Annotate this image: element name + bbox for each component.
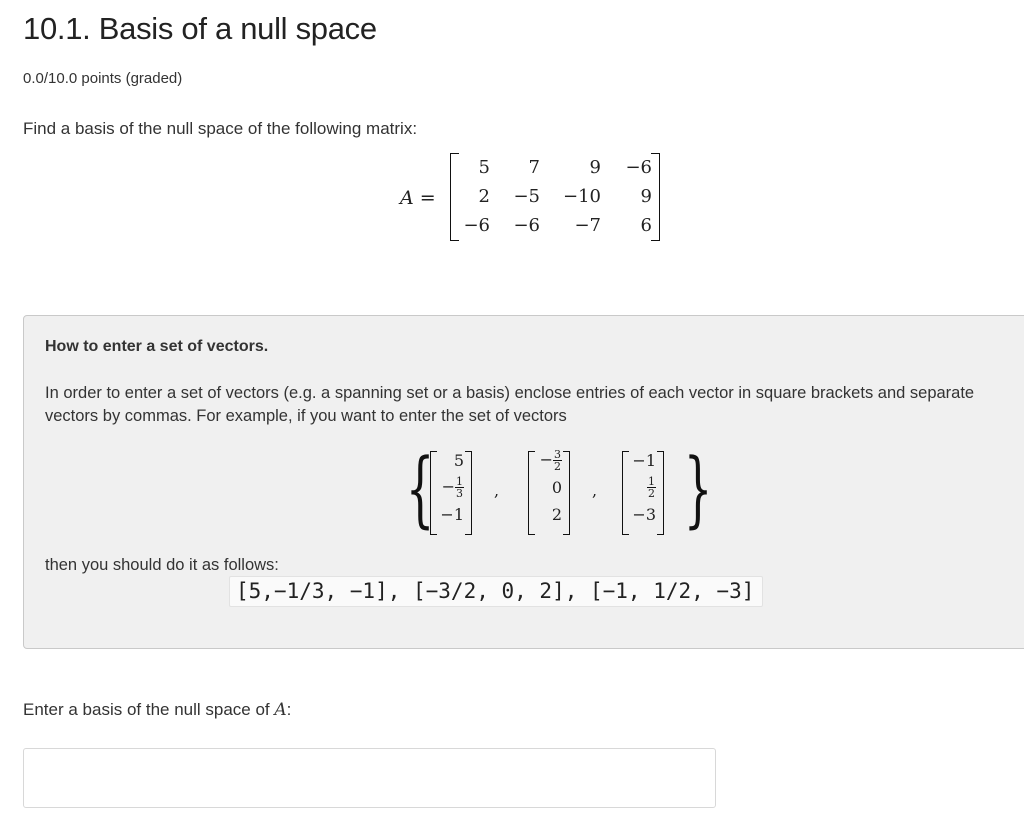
vector-right-bracket (563, 451, 570, 535)
vector-3-entry-2: $\frac{1}{2}$ (648, 475, 655, 500)
matrix-cell-r2-c4: 9 (640, 186, 652, 207)
vector-right-bracket (465, 451, 472, 535)
matrix-cell-r3-c4: 6 (640, 215, 652, 236)
vector-left-bracket (528, 451, 535, 535)
matrix-cell-r1-c4: −6 (625, 157, 652, 178)
vector-left-bracket (430, 451, 437, 535)
vector-2-entry-1: − $\frac{3}{2}$ (539, 448, 561, 473)
vector-1-entry-3: −1 (440, 505, 464, 524)
matrix-cell-r2-c3: −10 (563, 186, 601, 207)
vector-separator: , (494, 481, 500, 500)
matrix-cell-r2-c2: −5 (513, 186, 540, 207)
instructions-heading: How to enter a set of vectors. (45, 338, 269, 355)
example-vector-1 (430, 451, 472, 535)
open-brace: { (405, 442, 435, 537)
matrix-right-bracket (651, 153, 660, 241)
answer-input[interactable] (23, 748, 716, 808)
vector-2-entry-3: 2 (551, 505, 562, 524)
instructions-box (23, 315, 1024, 649)
answer-label-var: A (274, 700, 287, 720)
matrix-cell-r3-c2: −6 (513, 215, 540, 236)
vector-1-entry-2: − $\frac{1}{3}$ (441, 475, 463, 500)
example-vector-2 (528, 448, 570, 535)
matrix-equals: = (419, 187, 436, 209)
problem-title: 10.1. Basis of a null space (23, 11, 377, 46)
vector-right-bracket (657, 451, 664, 535)
matrix-cell-r2-c1: 2 (478, 186, 490, 207)
matrix-cell-r1-c3: 9 (589, 157, 601, 178)
answer-label-prefix: Enter a basis of the null space of (23, 700, 275, 719)
example-code: [5,−1/3, −1], [−3/2, 0, 2], [−1, 1/2, −3] (229, 576, 763, 607)
vector-separator: , (592, 481, 598, 500)
instructions-text: In order to enter a set of vectors (e.g. a spanning set or a basis) enclose entries of each vector in square brackets and separate vectors by commas. For example, if you want to enter the set of vectors (45, 384, 975, 425)
matrix-left-bracket (450, 153, 459, 241)
answer-label (23, 700, 291, 720)
instructions-followup: then you should do it as follows: (45, 556, 279, 574)
example-vector-set (394, 442, 713, 543)
answer-label-suffix: : (286, 700, 292, 719)
close-brace: } (683, 442, 713, 537)
vector-3-entry-1: −1 (632, 451, 656, 470)
example-vector-3 (622, 451, 664, 535)
matrix-cell-r1-c2: 7 (528, 157, 540, 178)
vector-2-entry-2: 0 (551, 478, 562, 497)
matrix-label (400, 187, 436, 209)
points-status: 0.0/10.0 points (graded) (23, 70, 183, 87)
matrix-cell-r3-c1: −6 (463, 215, 490, 236)
vector-left-bracket (622, 451, 629, 535)
matrix-cell-r1-c1: 5 (478, 157, 490, 178)
matrix-cell-r3-c3: −7 (574, 215, 601, 236)
vector-3-entry-3: −3 (632, 505, 656, 524)
matrix-name: A (400, 187, 414, 209)
problem-prompt: Find a basis of the null space of the following matrix: (23, 119, 418, 138)
vector-1-entry-1: 5 (453, 451, 464, 470)
